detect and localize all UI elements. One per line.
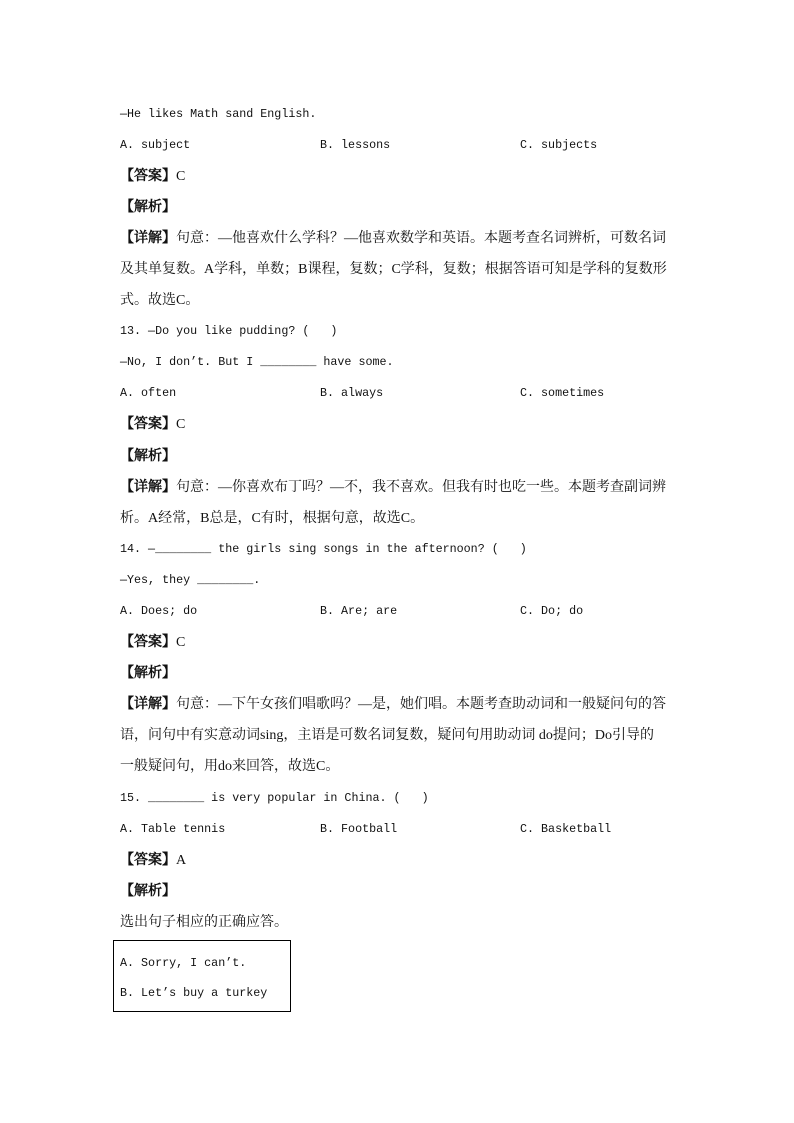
option-c: C. Basketball	[520, 821, 612, 836]
box-choice-b: B. Let’s buy a turkey	[120, 985, 268, 1000]
option-a: A. Table tennis	[120, 821, 226, 836]
q12-detail-line: 式。故选C。	[120, 293, 200, 309]
answer-label: 【答案】	[120, 168, 176, 184]
option-c: C. sometimes	[520, 386, 605, 401]
q15-analysis-label: 【解析】	[120, 883, 176, 899]
q14-detail-line	[120, 689, 720, 720]
q14-detail-line: 一般疑问句，用do来回答，故选C。	[120, 759, 340, 775]
option-a: A. Does; do	[120, 604, 198, 618]
answer-label: 【答案】	[120, 852, 176, 868]
q13-options	[120, 378, 720, 409]
answer-choices-box	[113, 940, 291, 1012]
q12-options	[120, 130, 720, 161]
option-b: B. always	[320, 386, 384, 401]
q15-answer	[120, 845, 720, 876]
answer-value: C	[176, 635, 186, 651]
detail-text: 句意：—他喜欢什么学科？—他喜欢数学和英语。本题考查名词辨析，可数名词	[176, 230, 666, 246]
q12-analysis-label: 【解析】	[120, 199, 176, 215]
q13-stem: 13. —Do you like pudding? ( )	[120, 324, 338, 339]
option-b: B. Are; are	[320, 604, 398, 618]
q13-detail-line: 析。A经常，B总是，C有时，根据句意，故选C。	[120, 510, 425, 526]
q13-detail-line	[120, 472, 720, 503]
option-a: A. often	[120, 386, 177, 401]
option-c: C. subjects	[520, 137, 598, 152]
q12-answer	[120, 161, 720, 192]
detail-label: 【详解】	[120, 697, 176, 713]
q14-detail-line: 语，问句中有实意动词sing，主语是可数名词复数，疑问句用助动词 do提问；Do引导的	[120, 728, 654, 744]
q15-options	[120, 814, 720, 845]
answer-value: A	[176, 852, 187, 868]
q14-stem: 14. —________ the girls sing songs in the afternoon? ( )	[120, 541, 527, 556]
option-c: C. Do; do	[520, 604, 584, 618]
option-b: B. lessons	[320, 137, 391, 152]
option-b: B. Football	[320, 821, 398, 836]
q14-analysis-label: 【解析】	[120, 666, 176, 682]
q13-reply: —No, I don’t. But I ________ have some.	[120, 355, 394, 370]
q14-reply: —Yes, they ________.	[120, 572, 261, 587]
q15-stem: 15. ________ is very popular in China. ( )	[120, 790, 429, 805]
detail-text: 句意：—下午女孩们唱歌吗？—是，她们唱。本题考查助动词和一般疑问句的答	[176, 697, 666, 713]
detail-label: 【详解】	[120, 230, 176, 246]
q12-detail-line	[120, 223, 720, 254]
page-content	[120, 99, 720, 1012]
box-choice-a: A. Sorry, I can’t.	[120, 955, 247, 970]
q13-analysis-label: 【解析】	[120, 448, 176, 464]
answer-label: 【答案】	[120, 635, 176, 651]
answer-value: C	[176, 417, 186, 433]
answer-value: C	[176, 168, 186, 184]
q14-options	[120, 596, 720, 627]
detail-text: 句意：—你喜欢布丁吗？—不，我不喜欢。但我有时也吃一些。本题考查副词辨	[176, 479, 666, 495]
option-a: A. subject	[120, 137, 191, 152]
q12-detail-line: 及其单复数。A学科，单数；B课程，复数；C学科，复数；根据答语可知是学科的复数形	[120, 261, 667, 277]
q13-answer	[120, 409, 720, 440]
q12-reply: —He likes Math sand English.	[120, 106, 317, 121]
answer-label: 【答案】	[120, 417, 176, 433]
q14-answer	[120, 627, 720, 658]
detail-label: 【详解】	[120, 479, 176, 495]
section-instruction: 选出句子相应的正确应答。	[120, 914, 288, 930]
